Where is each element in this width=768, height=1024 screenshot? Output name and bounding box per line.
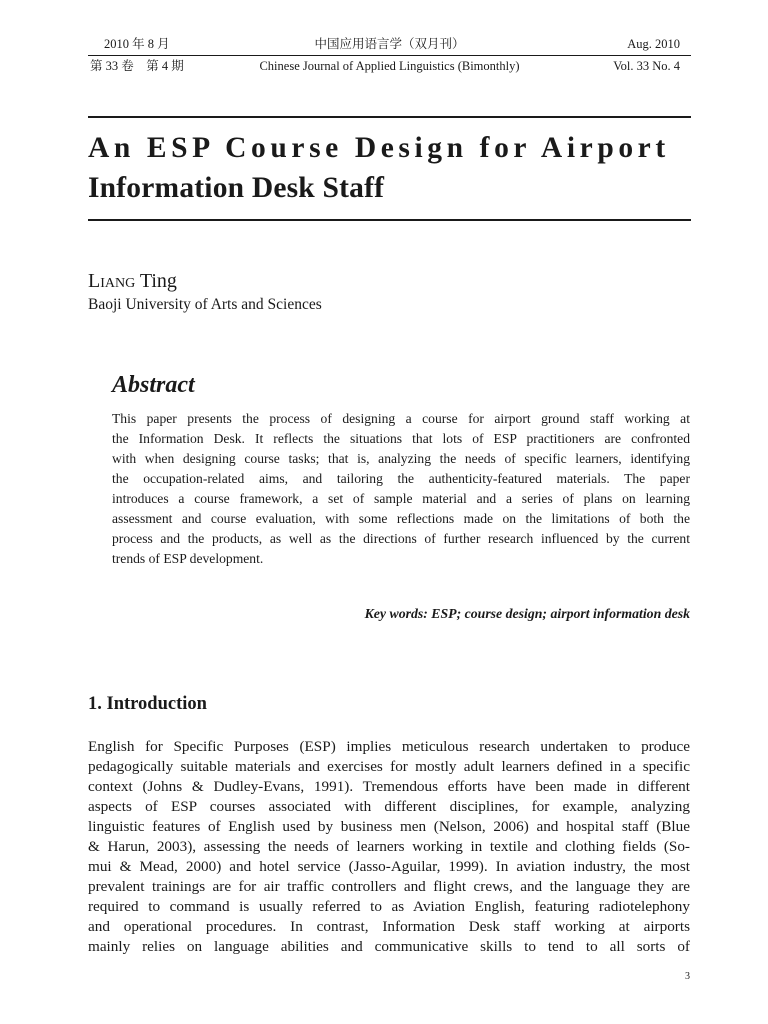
abstract-line: process and the products, as well as the directions of further research influenced by the current bbox=[112, 531, 690, 546]
body-line: prevalent trainings are for air traffic controllers and flight crews, and the language they are bbox=[88, 878, 690, 895]
abstract-line: trends of ESP development. bbox=[112, 551, 264, 566]
body-line: & Harun, 2003), assessing the needs of learners working in textile and clothing fields (So- bbox=[88, 838, 690, 855]
body-line: linguistic features of English used by business men (Nelson, 2006) and hospital staff (Blue bbox=[88, 818, 690, 835]
keywords: Key words: ESP; course design; airport information desk bbox=[364, 606, 690, 621]
header-date-cn: 2010 年 8 月 bbox=[104, 37, 170, 51]
abstract-line: assessment and course evaluation, with some reflections made on the limitations of both the bbox=[112, 511, 690, 526]
header-volume-en: Vol. 33 No. 4 bbox=[613, 59, 680, 73]
author-affiliation: Baoji University of Arts and Sciences bbox=[88, 296, 322, 313]
section-heading-introduction: 1. Introduction bbox=[88, 694, 207, 714]
abstract-line: the occupation-related aims, and tailoring the authenticity-featured materials. The paper bbox=[112, 471, 690, 486]
page-number: 3 bbox=[685, 971, 690, 982]
abstract-heading: Abstract bbox=[112, 372, 195, 398]
article-title-line1: An ESP Course Design for Airport bbox=[88, 132, 670, 164]
article-title bbox=[88, 128, 698, 208]
header-journal-en: Chinese Journal of Applied Linguistics (Bimonthly) bbox=[259, 59, 520, 73]
author-given-name: Ting bbox=[135, 270, 177, 292]
running-header-top bbox=[88, 36, 691, 52]
author-name bbox=[88, 268, 177, 294]
abstract-line: introduces a course framework, a set of sample material and a series of plans on learning bbox=[112, 491, 690, 506]
header-rule bbox=[88, 55, 691, 56]
body-line: required to command is usually referred to as Aviation English, featuring radiotelephony bbox=[88, 898, 690, 915]
body-line: pedagogically suitable materials and exercises for mostly adult learners defined in a specific bbox=[88, 758, 690, 775]
header-volume-cn: 第 33 卷 第 4 期 bbox=[90, 59, 184, 73]
body-line: and operational procedures. In contrast, Information Desk staff working at airports bbox=[88, 918, 690, 935]
header-journal-cn: 中国应用语言学（双月刊） bbox=[314, 37, 465, 51]
title-rule-top bbox=[88, 116, 691, 118]
article-title-line2: Information Desk Staff bbox=[88, 172, 385, 204]
body-line: mui & Mead, 2000) and hotel service (Jasso-Aguilar, 1999). In aviation industry, the most bbox=[88, 858, 690, 875]
title-rule-bottom bbox=[88, 219, 691, 221]
author-family-name: Liang bbox=[88, 270, 136, 292]
body-line: context (Johns & Dudley-Evans, 1991). Tremendous efforts have been made in different bbox=[88, 778, 690, 795]
body-line: aspects of ESP courses associated with different disciplines, for example, analyzing bbox=[88, 798, 690, 815]
body-line: English for Specific Purposes (ESP) implies meticulous research undertaken to produce bbox=[88, 738, 690, 755]
body-line: mainly relies on language abilities and communicative skills to tend to all sorts of bbox=[88, 938, 690, 955]
abstract-body bbox=[112, 409, 690, 569]
header-date-en: Aug. 2010 bbox=[627, 37, 680, 51]
introduction-body bbox=[88, 737, 690, 957]
abstract-line: the Information Desk. It reflects the situations that lots of ESP practitioners are confronted bbox=[112, 431, 690, 446]
abstract-line: This paper presents the process of designing a course for airport ground staff working at bbox=[112, 411, 690, 426]
abstract-line: with when designing course tasks; that is, analyzing the needs of specific learners, identifying bbox=[112, 451, 690, 466]
running-header-bottom bbox=[88, 58, 691, 74]
